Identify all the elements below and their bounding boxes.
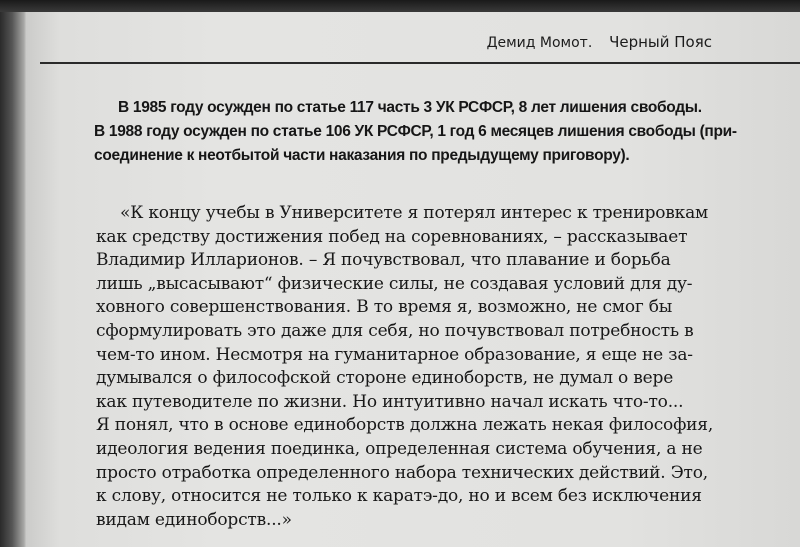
quote-line: к слову, относится не только к каратэ-до, но и всем без исключения (96, 486, 702, 507)
quote-line: Владимир Илларионов. – Я почувствовал, что плавание и борьба (96, 250, 671, 271)
quote-line: думывался о философской стороне единоборств, не думал о вере (96, 368, 674, 389)
quote-line: идеология ведения поединка, определенная система обучения, а не (96, 438, 703, 459)
book-gutter (0, 0, 26, 547)
quote-line: «К концу учебы в Университете я потерял интерес к тренировкам (120, 203, 709, 223)
header-title: Черный Пояс (609, 33, 712, 51)
quote-line: лишь „высасывают“ физические силы, не создавая условий для ду- (96, 273, 693, 294)
quote-line: просто отработка определенного набора технических действий. Это, (96, 462, 708, 483)
quote-line: чем-то ином. Несмотря на гуманитарное образование, я еще не за- (96, 344, 693, 365)
quote-line: видам единоборств...» (96, 509, 292, 530)
quote-paragraph (96, 202, 786, 532)
quote-line: как средству достижения побед на соревнованиях, – рассказывает (96, 226, 688, 247)
quote-line: Я понял, что в основе единоборств должна лежать некая философия, (96, 415, 714, 436)
sentence-line: соединение к неотбытой части наказания по предыдущему приговору). (94, 147, 630, 164)
running-header (487, 33, 712, 51)
quote-line: сформулировать это даже для себя, но почувствовал потребность в (96, 320, 694, 341)
quote-line: как путеводителе по жизни. Но интуитивно начал искать что-то... (96, 391, 684, 412)
sentence-line: В 1988 году осужден по статье 106 УК РСФСР, 1 год 6 месяцев лишения свободы (при- (94, 123, 737, 140)
sentence-line: В 1985 году осужден по статье 117 часть 3 УК РСФСР, 8 лет лишения свободы. (118, 99, 702, 116)
sentence-paragraph (94, 96, 784, 168)
scan-top-edge (0, 0, 800, 12)
header-rule (40, 62, 800, 64)
quote-line: ховного совершенствования. В то время я, возможно, не смог бы (96, 297, 673, 318)
header-author: Демид Момот. (486, 35, 593, 51)
